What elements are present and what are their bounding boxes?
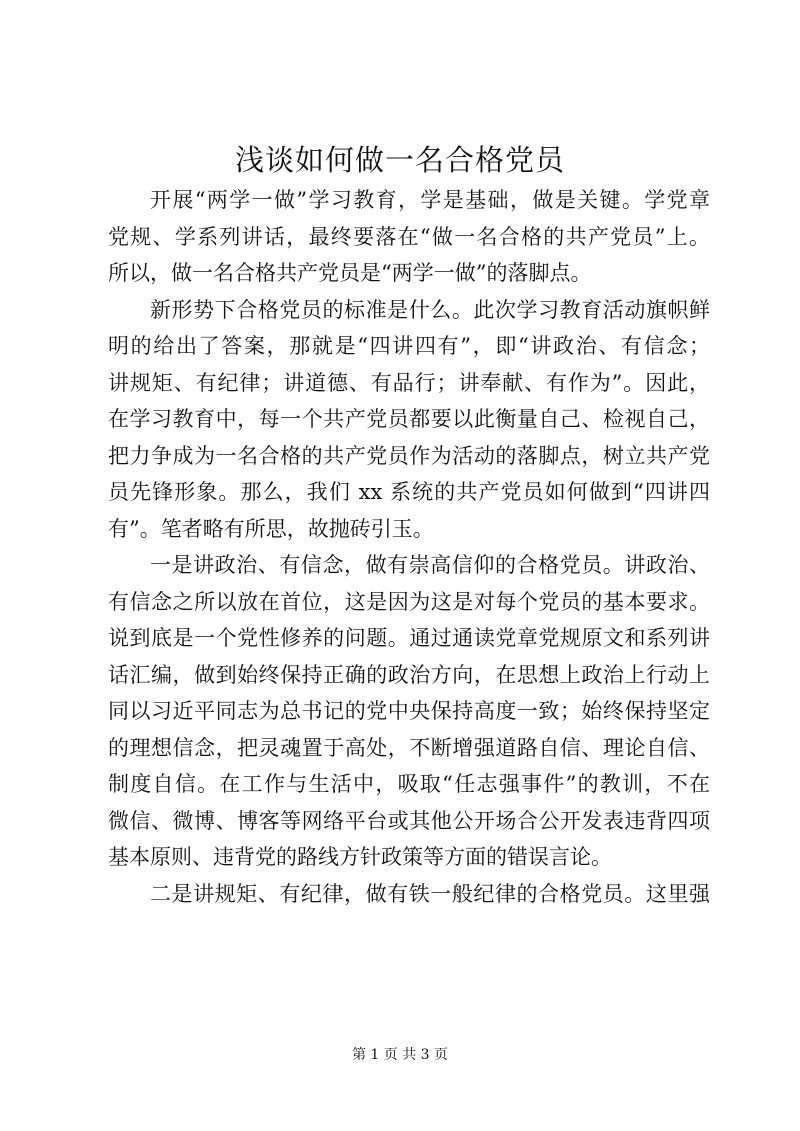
- text-line: 基本原则、违背党的路线方针政策等方面的错误言论。: [108, 845, 612, 869]
- text-line: 同以习近平同志为总书记的党中央保持高度一致；始终保持坚定: [108, 699, 710, 723]
- text-line: 开展“两学一做”学习教育，学是基础，做是关键。学党章: [150, 188, 710, 212]
- text-line: 在学习教育中，每一个共产党员都要以此衡量自己、检视自己，: [108, 407, 710, 431]
- text-line: 明的给出了答案，那就是“四讲四有”，即“讲政治、有信念；: [108, 334, 710, 358]
- text-line: 制度自信。在工作与生活中，吸取“任志强事件”的教训，不在: [108, 772, 710, 796]
- text-line: 党规、学系列讲话，最终要落在“做一名合格的共产党员”上。: [108, 224, 710, 249]
- text-line: 有”。笔者略有所思，故抛砖引玉。: [108, 516, 434, 541]
- text-line: 讲规矩、有纪律；讲道德、有品行；讲奉献、有作为”。因此，: [108, 370, 710, 395]
- text-line: 新形势下合格党员的标准是什么。此次学习教育活动旗帜鲜: [150, 297, 710, 322]
- document-title: 浅谈如何做一名合格党员: [234, 143, 565, 177]
- text-line: 员先锋形象。那么，我们 xx 系统的共产党员如何做到“四讲四: [108, 480, 710, 504]
- text-line: 一是讲政治、有信念，做有崇高信仰的合格党员。讲政治、: [150, 553, 710, 577]
- text-line: 话汇编，做到始终保持正确的政治方向，在思想上政治上行动上: [108, 662, 710, 687]
- document-body: [108, 182, 710, 912]
- text-line: 所以，做一名合格共产党员是“两学一做”的落脚点。: [108, 261, 592, 285]
- text-line: 二是讲规矩、有纪律，做有铁一般纪律的合格党员。这里强: [150, 881, 710, 906]
- text-line: 的理想信念，把灵魂置于高处，不断增强道路自信、理论自信、: [108, 735, 710, 760]
- page-number-footer: 第 1 页 共 3 页: [351, 1047, 449, 1063]
- text-line: 说到底是一个党性修养的问题。通过通读党章党规原文和系列讲: [108, 626, 710, 650]
- text-line: 把力争成为一名合格的共产党员作为活动的落脚点，树立共产党: [108, 443, 710, 468]
- text-line: 微信、微博、博客等网络平台或其他公开场合公开发表违背四项: [108, 808, 710, 833]
- text-line: 有信念之所以放在首位，这是因为这是对每个党员的基本要求。: [108, 589, 710, 614]
